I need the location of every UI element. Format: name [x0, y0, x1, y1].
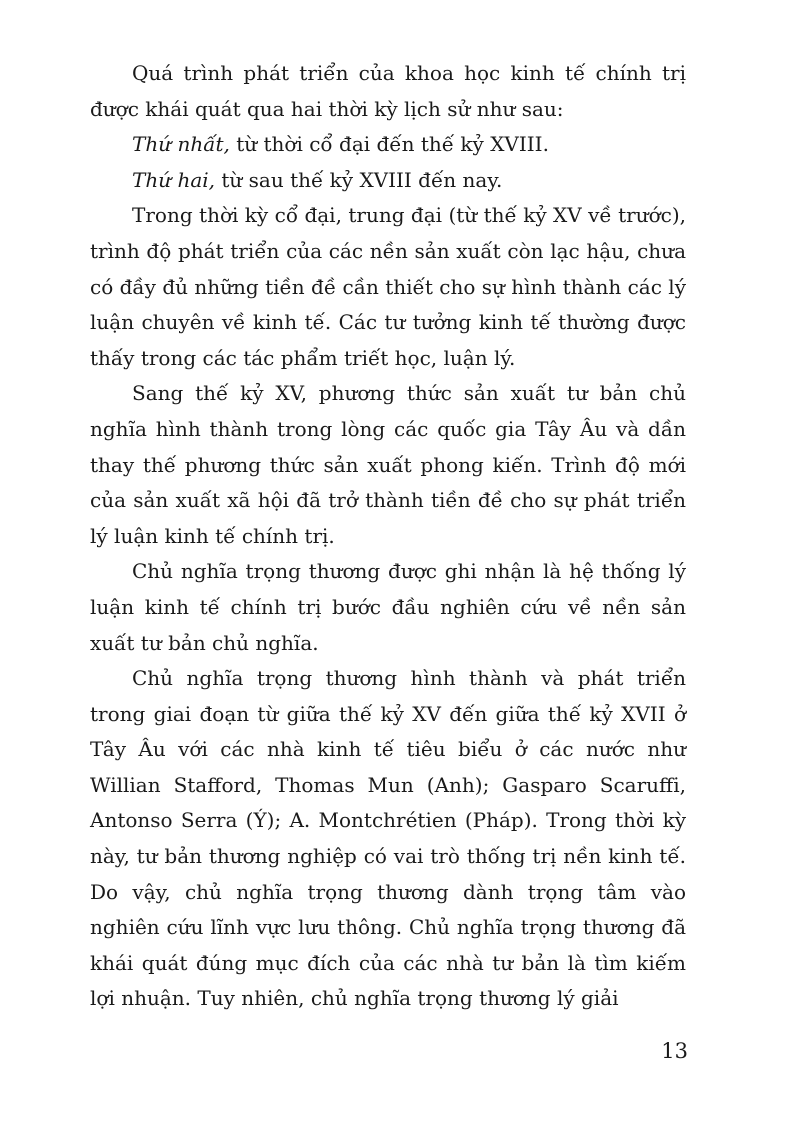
paragraph-mercantilism-definition — [90, 554, 686, 661]
paragraph-text: Sang thế kỷ XV, phương thức sản xuất tư bản chủ nghĩa hình thành trong lòng các quốc gia Tây Âu và dần thay thế phương thức sản xuất phong kiến. Trình độ mới của sản xuất xã hội đã trở thành tiền đề cho sự phát triển lý luận kinh tế chính trị. — [90, 381, 686, 548]
paragraph-text: Trong thời kỳ cổ đại, trung đại (từ thế kỷ XV về trước), trình độ phát triển của các nền sản xuất còn lạc hậu, chưa có đầy đủ những tiền đề cần thiết cho sự hình thành các lý luận chuyên về kinh tế. Các tư tưởng kinh tế thường được thấy trong các tác phẩm triết học, luận lý. — [90, 203, 686, 370]
page-number: 13 — [661, 1039, 688, 1063]
paragraph-ancient-era — [90, 198, 686, 376]
paragraph-text: từ sau thế kỷ XVIII đến nay. — [215, 167, 503, 192]
paragraph-mercantilism-history — [90, 661, 686, 1017]
paragraph-text: Chủ nghĩa trọng thương hình thành và phát triển trong giai đoạn từ giữa thế kỷ XV đến giữa thế kỷ XVII ở Tây Âu với các nhà kinh tế tiêu biểu ở các nước như Willian Stafford, Thomas Mun (Anh); Gasparo Scaruffi, Antonso Serra (Ý); A. Montchrétien (Pháp). Trong thời kỳ này, tư bản thương nghiệp có vai trò thống trị nền kinh tế. Do vậy, chủ nghĩa trọng thương dành trọng tâm vào nghiên cứu lĩnh vực lưu thông. Chủ nghĩa trọng thương đã khái quát đúng mục đích của các nhà tư bản là tìm kiếm lợi nhuận. Tuy nhiên, chủ nghĩa trọng thương lý giải — [90, 666, 686, 1011]
paragraph-intro — [90, 56, 686, 127]
paragraph-text: Quá trình phát triển của khoa học kinh tế chính trị được khái quát qua hai thời kỳ lịch sử như sau: — [90, 61, 686, 121]
page-body — [90, 56, 686, 1017]
paragraph-second-period — [90, 163, 686, 199]
paragraph-fifteenth-century — [90, 376, 686, 554]
paragraph-text: từ thời cổ đại đến thế kỷ XVIII. — [229, 132, 549, 157]
paragraph-text: Chủ nghĩa trọng thương được ghi nhận là hệ thống lý luận kinh tế chính trị bước đầu nghiên cứu về nền sản xuất tư bản chủ nghĩa. — [90, 559, 686, 655]
paragraph-first-period — [90, 127, 686, 163]
paragraph-lead: Thứ hai, — [132, 167, 216, 192]
paragraph-lead: Thứ nhất, — [132, 132, 230, 157]
